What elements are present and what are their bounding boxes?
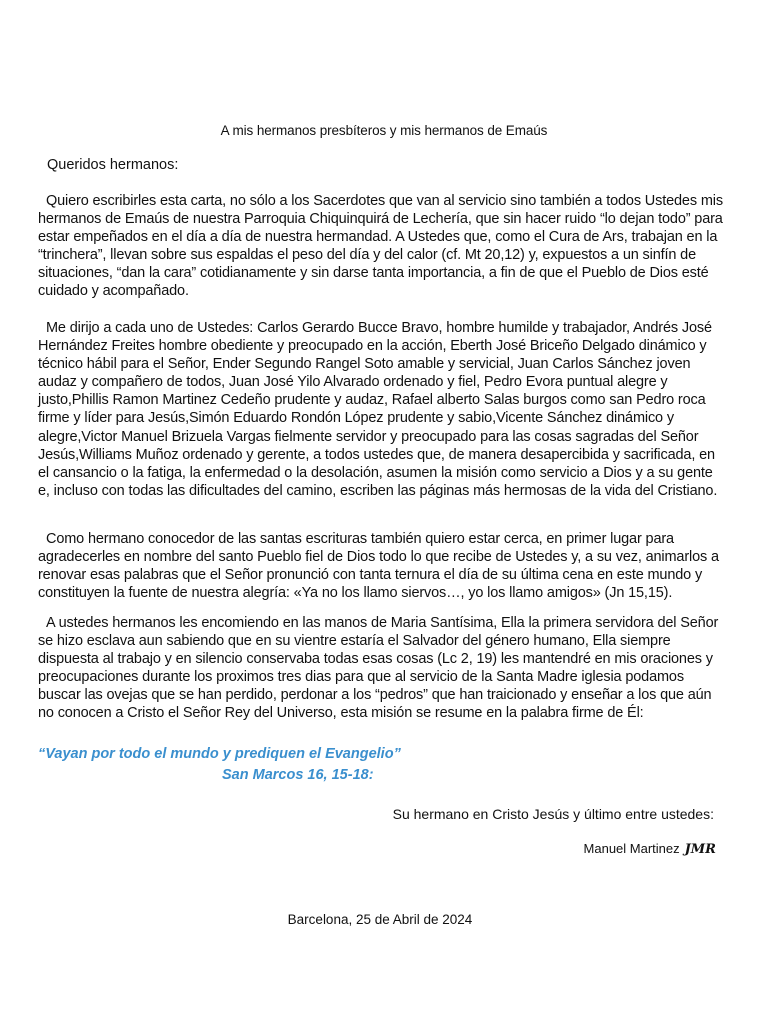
letter-greeting: Queridos hermanos: [47, 157, 179, 173]
place-and-date: Barcelona, 25 de Abril de 2024 [287, 912, 473, 927]
paragraph-text: Como hermano conocedor de las santas escrituras también quiero estar cerca, en primer lugar para agradecerles en nombre del santo Pueblo fiel de Dios todo lo que recibe de Ustedes y, a su vez, animarlos a renovar esas palabras que el Señor pronunció con tanta ternura el día de su última cena en este mundo y constituyen la fuente de nuestra alegría: «Ya no los llamo siervos…, yo los llamo amigos» (Jn 15,15). [38, 531, 719, 602]
paragraph-text: A ustedes hermanos les encomiendo en las manos de Maria Santísima, Ella la primera servidora del Señor se hizo esclava aun sabiendo que en su vientre estaría el Salvador del género humano, Ella siempre dispuesta al trabajo y en silencio conservaba todas esas cosas (Lc 2, 19) les mantendré en mis oraciones y preocupaciones durante los proximos tres dias para que al servicio de la Santa Madre iglesia podamos buscar las ovejas que se han perdido, perdonar a los “pedros” que han traicionado y enseñar a los que aún no conocen a Cristo el Señor Rey del Universo, esta misión se resume en la palabra firme de Él: [38, 615, 719, 722]
gospel-quote-reference: San Marcos 16, 15-18: [222, 767, 374, 783]
signature-initials: JMR [684, 842, 716, 857]
letter-closing: Su hermano en Cristo Jesús y último entre ustedes: [392, 806, 714, 822]
letter-title: A mis hermanos presbíteros y mis hermanos de Emaús [220, 123, 548, 138]
paragraph-gratitude [38, 530, 728, 619]
gospel-quote: “Vayan por todo el mundo y prediquen el Evangelio” [38, 746, 401, 762]
paragraph-mission [38, 614, 728, 740]
paragraph-names [38, 319, 728, 517]
paragraph-intro [38, 192, 728, 318]
signature-name: Manuel Martinez [583, 841, 680, 856]
letter-signature [584, 841, 716, 857]
paragraph-text: Me dirijo a cada uno de Ustedes: Carlos Gerardo Bucce Bravo, hombre humilde y trabajador, Andrés José Hernández Freites hombre obediente y preocupado en la acción, Eberth José Briceño Delgado dinámico y técnico hábil para el Señor, Ender Segundo Rangel Soto amable y servicial, Juan Carlos Sánchez joven audaz y compañero de todos, Juan José Yilo Alvarado ordenado y fiel, Pedro Evora puntual alegre y justo,Phillis Ramon Martinez Cedeño prudente y audaz, Rafael alberto Salas burgos como san Pedro roca firme y líder para Jesús,Simón Eduardo Rondón López prudente y sabio,Vicente Sánchez dinámico y alegre,Victor Manuel Brizuela Vargas fielmente servidor y preocupado para las cosas sagradas del Señor Jesús,Williams Muñoz ordenado y gerente, a todos ustedes que, de manera desapercibida y sacrificada, en el cansancio o la fatiga, la enfermedad o la desolación, asumen la misión como servicio a Dios y a su gente e, incluso con todas las dificultades del camino, escriben las páginas más hermosas de la vida del Cristiano. [38, 320, 718, 499]
paragraph-text: Quiero escribirles esta carta, no sólo a los Sacerdotes que van al servicio sino también a todos Ustedes mis hermanos de Emaús de nuestra Parroquia Chiquinquirá de Lechería, que sin hacer ruido “lo dejan todo” para estar empeñados en el día a día de nuestra hermandad. A Ustedes que, como el Cura de Ars, trabajan en la “trinchera”, llevan sobre sus espaldas el peso del día y del calor (cf. Mt 20,12) y, expuestos a un sinfín de situaciones, “dan la cara” cotidianamente y sin darse tanta importancia, a fin de que el Pueblo de Dios esté cuidado y acompañado. [38, 193, 723, 300]
